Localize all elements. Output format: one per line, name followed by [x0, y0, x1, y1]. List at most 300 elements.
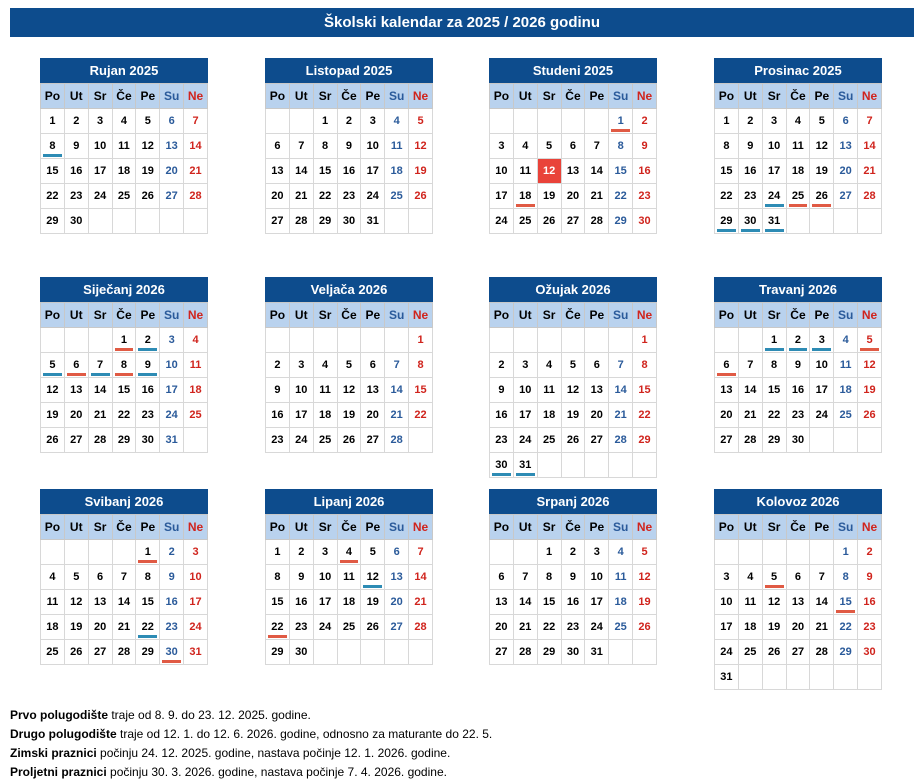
day-cell: 5: [561, 353, 585, 378]
day-cell: 17: [762, 159, 786, 184]
day-cell: 23: [490, 428, 514, 453]
day-cell: 5: [537, 134, 561, 159]
day-cell: 9: [64, 134, 88, 159]
day-cell: 25: [41, 640, 65, 665]
weekday-header: Po: [715, 515, 739, 540]
weekday-header: Ne: [184, 303, 208, 328]
day-cell: 11: [112, 134, 136, 159]
day-cell: 28: [858, 184, 882, 209]
day-cell: 21: [513, 615, 537, 640]
day-cell: 12: [537, 159, 561, 184]
day-cell: 1: [409, 328, 433, 353]
day-cell: 22: [136, 615, 160, 640]
day-cell: 19: [361, 590, 385, 615]
day-cell: 11: [513, 159, 537, 184]
day-cell: 16: [160, 590, 184, 615]
weekday-header: Ut: [64, 515, 88, 540]
day-cell: 15: [266, 590, 290, 615]
day-cell: 27: [64, 428, 88, 453]
day-cell: 8: [715, 134, 739, 159]
day-cell: 22: [715, 184, 739, 209]
day-cell: 15: [715, 159, 739, 184]
day-cell: 28: [738, 428, 762, 453]
day-cell: 12: [136, 134, 160, 159]
weekday-header: Pe: [810, 84, 834, 109]
day-cell: 20: [160, 159, 184, 184]
day-cell: 28: [289, 209, 313, 234]
month-calendar: [489, 58, 657, 234]
month-title: Travanj 2026: [714, 277, 882, 302]
day-cell: 23: [289, 615, 313, 640]
empty-cell: [490, 109, 514, 134]
day-cell: 28: [810, 640, 834, 665]
weekday-header: Pe: [136, 303, 160, 328]
empty-cell: [112, 209, 136, 234]
day-cell: 30: [136, 428, 160, 453]
day-cell: 12: [858, 353, 882, 378]
day-cell: 19: [810, 159, 834, 184]
day-cell: 15: [41, 159, 65, 184]
empty-cell: [337, 640, 361, 665]
empty-cell: [858, 665, 882, 690]
day-cell: 27: [834, 184, 858, 209]
day-cell: 26: [633, 615, 657, 640]
empty-cell: [385, 209, 409, 234]
day-cell: 7: [385, 353, 409, 378]
day-cell: 24: [184, 615, 208, 640]
day-cell: 30: [64, 209, 88, 234]
weekday-header: Pe: [585, 515, 609, 540]
month-calendar: [265, 277, 433, 453]
day-cell: 3: [313, 540, 337, 565]
weekday-header: Če: [561, 84, 585, 109]
empty-cell: [810, 428, 834, 453]
day-cell: 31: [513, 453, 537, 478]
empty-cell: [385, 640, 409, 665]
day-cell: 2: [561, 540, 585, 565]
month-title: Siječanj 2026: [40, 277, 208, 302]
empty-cell: [490, 328, 514, 353]
day-cell: 16: [64, 159, 88, 184]
weekday-header: Ne: [409, 515, 433, 540]
day-cell: 13: [834, 134, 858, 159]
day-cell: 5: [762, 565, 786, 590]
day-cell: 1: [834, 540, 858, 565]
day-cell: 23: [266, 428, 290, 453]
month-calendar: [265, 489, 433, 665]
day-cell: 18: [385, 159, 409, 184]
day-cell: 22: [537, 615, 561, 640]
day-cell: 6: [834, 109, 858, 134]
day-cell: 7: [738, 353, 762, 378]
day-cell: 11: [537, 378, 561, 403]
weekday-header: Ut: [738, 84, 762, 109]
weekday-header: Sr: [762, 515, 786, 540]
day-cell: 5: [633, 540, 657, 565]
legend-line-1: Prvo polugodište traje od 8. 9. do 23. 12. 2025. godine.: [10, 708, 311, 722]
day-cell: 13: [64, 378, 88, 403]
day-cell: 21: [409, 590, 433, 615]
empty-cell: [537, 109, 561, 134]
day-cell: 9: [289, 565, 313, 590]
day-cell: 25: [513, 209, 537, 234]
day-cell: 10: [715, 590, 739, 615]
weekday-header: Po: [266, 303, 290, 328]
month-grid: [714, 83, 882, 234]
day-cell: 18: [609, 590, 633, 615]
weekday-header: Ut: [64, 303, 88, 328]
day-cell: 18: [738, 615, 762, 640]
empty-cell: [786, 540, 810, 565]
day-cell: 25: [337, 615, 361, 640]
weekday-header: Ne: [184, 84, 208, 109]
day-cell: 10: [513, 378, 537, 403]
weekday-header: Ne: [633, 515, 657, 540]
empty-cell: [361, 328, 385, 353]
weekday-header: Če: [786, 515, 810, 540]
day-cell: 14: [409, 565, 433, 590]
weekday-header: Ut: [513, 303, 537, 328]
day-cell: 22: [633, 403, 657, 428]
day-cell: 4: [112, 109, 136, 134]
day-cell: 3: [160, 328, 184, 353]
day-cell: 30: [490, 453, 514, 478]
empty-cell: [834, 209, 858, 234]
day-cell: 10: [490, 159, 514, 184]
month-calendar: [714, 58, 882, 234]
weekday-header: Pe: [361, 515, 385, 540]
day-cell: 12: [409, 134, 433, 159]
empty-cell: [585, 109, 609, 134]
day-cell: 11: [337, 565, 361, 590]
empty-cell: [561, 453, 585, 478]
weekday-header: Pe: [585, 303, 609, 328]
day-cell: 24: [810, 403, 834, 428]
day-cell: 14: [585, 159, 609, 184]
weekday-header: Če: [561, 303, 585, 328]
weekday-header: Ne: [633, 303, 657, 328]
empty-cell: [786, 665, 810, 690]
empty-cell: [88, 540, 112, 565]
weekday-header: Ut: [289, 303, 313, 328]
weekday-header: Po: [41, 84, 65, 109]
day-cell: 14: [88, 378, 112, 403]
empty-cell: [289, 328, 313, 353]
day-cell: 26: [537, 209, 561, 234]
day-cell: 12: [41, 378, 65, 403]
empty-cell: [64, 328, 88, 353]
legend: [10, 706, 492, 782]
day-cell: 14: [738, 378, 762, 403]
day-cell: 16: [266, 403, 290, 428]
weekday-header: Su: [385, 84, 409, 109]
day-cell: 1: [537, 540, 561, 565]
day-cell: 20: [561, 184, 585, 209]
day-cell: 19: [337, 403, 361, 428]
weekday-header: Ut: [738, 515, 762, 540]
day-cell: 21: [738, 403, 762, 428]
day-cell: 23: [136, 403, 160, 428]
day-cell: 28: [112, 640, 136, 665]
day-cell: 11: [41, 590, 65, 615]
day-cell: 3: [184, 540, 208, 565]
day-cell: 2: [490, 353, 514, 378]
day-cell: 27: [715, 428, 739, 453]
day-cell: 4: [786, 109, 810, 134]
day-cell: 12: [64, 590, 88, 615]
day-cell: 27: [266, 209, 290, 234]
empty-cell: [490, 540, 514, 565]
day-cell: 4: [337, 540, 361, 565]
weekday-header: Ut: [513, 84, 537, 109]
month-calendar: [489, 489, 657, 665]
day-cell: 29: [136, 640, 160, 665]
day-cell: 15: [762, 378, 786, 403]
day-cell: 13: [160, 134, 184, 159]
day-cell: 6: [266, 134, 290, 159]
empty-cell: [88, 209, 112, 234]
weekday-header: Su: [834, 303, 858, 328]
day-cell: 1: [633, 328, 657, 353]
empty-cell: [112, 540, 136, 565]
weekday-header: Su: [385, 515, 409, 540]
day-cell: 23: [786, 403, 810, 428]
day-cell: 23: [738, 184, 762, 209]
day-cell: 20: [490, 615, 514, 640]
day-cell: 12: [337, 378, 361, 403]
day-cell: 6: [385, 540, 409, 565]
weekday-header: Su: [160, 84, 184, 109]
day-cell: 23: [160, 615, 184, 640]
month-title: Studeni 2025: [489, 58, 657, 83]
weekday-header: Ut: [64, 84, 88, 109]
day-cell: 31: [361, 209, 385, 234]
day-cell: 3: [810, 328, 834, 353]
day-cell: 15: [609, 159, 633, 184]
day-cell: 31: [762, 209, 786, 234]
day-cell: 14: [513, 590, 537, 615]
day-cell: 9: [160, 565, 184, 590]
day-cell: 28: [385, 428, 409, 453]
day-cell: 6: [361, 353, 385, 378]
day-cell: 2: [786, 328, 810, 353]
empty-cell: [786, 209, 810, 234]
day-cell: 24: [313, 615, 337, 640]
weekday-header: Sr: [88, 84, 112, 109]
month-grid: [40, 514, 208, 665]
day-cell: 10: [361, 134, 385, 159]
day-cell: 22: [313, 184, 337, 209]
day-cell: 9: [858, 565, 882, 590]
weekday-header: Če: [786, 84, 810, 109]
day-cell: 4: [834, 328, 858, 353]
day-cell: 14: [184, 134, 208, 159]
day-cell: 27: [585, 428, 609, 453]
weekday-header: Po: [266, 515, 290, 540]
legend-line-3: Zimski praznici počinju 24. 12. 2025. godine, nastava počinje 12. 1. 2026. godine.: [10, 746, 451, 760]
day-cell: 19: [537, 184, 561, 209]
empty-cell: [738, 328, 762, 353]
day-cell: 11: [385, 134, 409, 159]
day-cell: 30: [561, 640, 585, 665]
day-cell: 21: [858, 159, 882, 184]
day-cell: 29: [266, 640, 290, 665]
month-title: Prosinac 2025: [714, 58, 882, 83]
day-cell: 16: [561, 590, 585, 615]
month-title: Lipanj 2026: [265, 489, 433, 514]
day-cell: 27: [490, 640, 514, 665]
day-cell: 15: [112, 378, 136, 403]
day-cell: 2: [160, 540, 184, 565]
month-grid: [489, 83, 657, 234]
day-cell: 1: [715, 109, 739, 134]
day-cell: 23: [858, 615, 882, 640]
empty-cell: [715, 540, 739, 565]
empty-cell: [513, 540, 537, 565]
day-cell: 15: [633, 378, 657, 403]
day-cell: 27: [88, 640, 112, 665]
day-cell: 2: [266, 353, 290, 378]
day-cell: 15: [834, 590, 858, 615]
empty-cell: [64, 540, 88, 565]
empty-cell: [136, 209, 160, 234]
day-cell: 15: [313, 159, 337, 184]
day-cell: 5: [64, 565, 88, 590]
day-cell: 26: [361, 615, 385, 640]
weekday-header: Ne: [858, 84, 882, 109]
day-cell: 22: [112, 403, 136, 428]
day-cell: 22: [834, 615, 858, 640]
day-cell: 4: [313, 353, 337, 378]
month-grid: [265, 514, 433, 665]
day-cell: 19: [633, 590, 657, 615]
weekday-header: Pe: [810, 515, 834, 540]
legend-line-2: Drugo polugodište traje od 12. 1. do 12. 6. 2026. godine, odnosno za maturante do 22. 5.: [10, 727, 493, 741]
empty-cell: [313, 328, 337, 353]
day-cell: 13: [88, 590, 112, 615]
day-cell: 6: [715, 353, 739, 378]
weekday-header: Če: [561, 515, 585, 540]
day-cell: 1: [762, 328, 786, 353]
weekday-header: Pe: [361, 84, 385, 109]
weekday-header: Če: [337, 303, 361, 328]
weekday-header: Sr: [88, 303, 112, 328]
day-cell: 31: [715, 665, 739, 690]
day-cell: 24: [715, 640, 739, 665]
weekday-header: Če: [337, 515, 361, 540]
day-cell: 2: [64, 109, 88, 134]
weekday-header: Sr: [313, 303, 337, 328]
weekday-header: Ut: [289, 84, 313, 109]
weekday-header: Po: [41, 303, 65, 328]
day-cell: 22: [609, 184, 633, 209]
day-cell: 26: [337, 428, 361, 453]
month-grid: [265, 302, 433, 453]
day-cell: 6: [88, 565, 112, 590]
day-cell: 25: [834, 403, 858, 428]
day-cell: 20: [834, 159, 858, 184]
day-cell: 17: [513, 403, 537, 428]
day-cell: 23: [561, 615, 585, 640]
day-cell: 25: [738, 640, 762, 665]
day-cell: 24: [88, 184, 112, 209]
day-cell: 3: [513, 353, 537, 378]
day-cell: 12: [633, 565, 657, 590]
day-cell: 8: [834, 565, 858, 590]
day-cell: 13: [715, 378, 739, 403]
day-cell: 26: [561, 428, 585, 453]
empty-cell: [762, 540, 786, 565]
day-cell: 10: [313, 565, 337, 590]
day-cell: 21: [385, 403, 409, 428]
day-cell: 17: [490, 184, 514, 209]
month-title: Kolovoz 2026: [714, 489, 882, 514]
empty-cell: [810, 209, 834, 234]
empty-cell: [160, 209, 184, 234]
day-cell: 19: [136, 159, 160, 184]
day-cell: 26: [762, 640, 786, 665]
empty-cell: [266, 109, 290, 134]
empty-cell: [810, 540, 834, 565]
day-cell: 13: [490, 590, 514, 615]
day-cell: 10: [289, 378, 313, 403]
weekday-header: Pe: [585, 84, 609, 109]
day-cell: 8: [313, 134, 337, 159]
day-cell: 3: [289, 353, 313, 378]
day-cell: 3: [762, 109, 786, 134]
day-cell: 7: [409, 540, 433, 565]
day-cell: 7: [609, 353, 633, 378]
day-cell: 5: [136, 109, 160, 134]
day-cell: 19: [409, 159, 433, 184]
day-cell: 29: [112, 428, 136, 453]
day-cell: 22: [409, 403, 433, 428]
day-cell: 12: [762, 590, 786, 615]
day-cell: 21: [289, 184, 313, 209]
month-grid: [489, 514, 657, 665]
day-cell: 13: [561, 159, 585, 184]
day-cell: 17: [585, 590, 609, 615]
empty-cell: [609, 328, 633, 353]
empty-cell: [184, 209, 208, 234]
day-cell: 28: [88, 428, 112, 453]
weekday-header: Su: [385, 303, 409, 328]
day-cell: 3: [715, 565, 739, 590]
weekday-header: Su: [834, 84, 858, 109]
day-cell: 27: [561, 209, 585, 234]
empty-cell: [409, 209, 433, 234]
day-cell: 2: [738, 109, 762, 134]
day-cell: 5: [337, 353, 361, 378]
day-cell: 10: [184, 565, 208, 590]
month-title: Srpanj 2026: [489, 489, 657, 514]
legend-line-4: Proljetni praznici počinju 30. 3. 2026. godine, nastava počinje 7. 4. 2026. godine.: [10, 765, 447, 779]
day-cell: 24: [513, 428, 537, 453]
day-cell: 17: [313, 590, 337, 615]
day-cell: 18: [337, 590, 361, 615]
weekday-header: Sr: [537, 84, 561, 109]
calendar-title: Školski kalendar za 2025 / 2026 godinu: [10, 8, 914, 37]
day-cell: 19: [762, 615, 786, 640]
day-cell: 9: [561, 565, 585, 590]
empty-cell: [762, 665, 786, 690]
day-cell: 8: [409, 353, 433, 378]
day-cell: 16: [289, 590, 313, 615]
day-cell: 8: [537, 565, 561, 590]
day-cell: 22: [41, 184, 65, 209]
empty-cell: [738, 665, 762, 690]
day-cell: 3: [361, 109, 385, 134]
